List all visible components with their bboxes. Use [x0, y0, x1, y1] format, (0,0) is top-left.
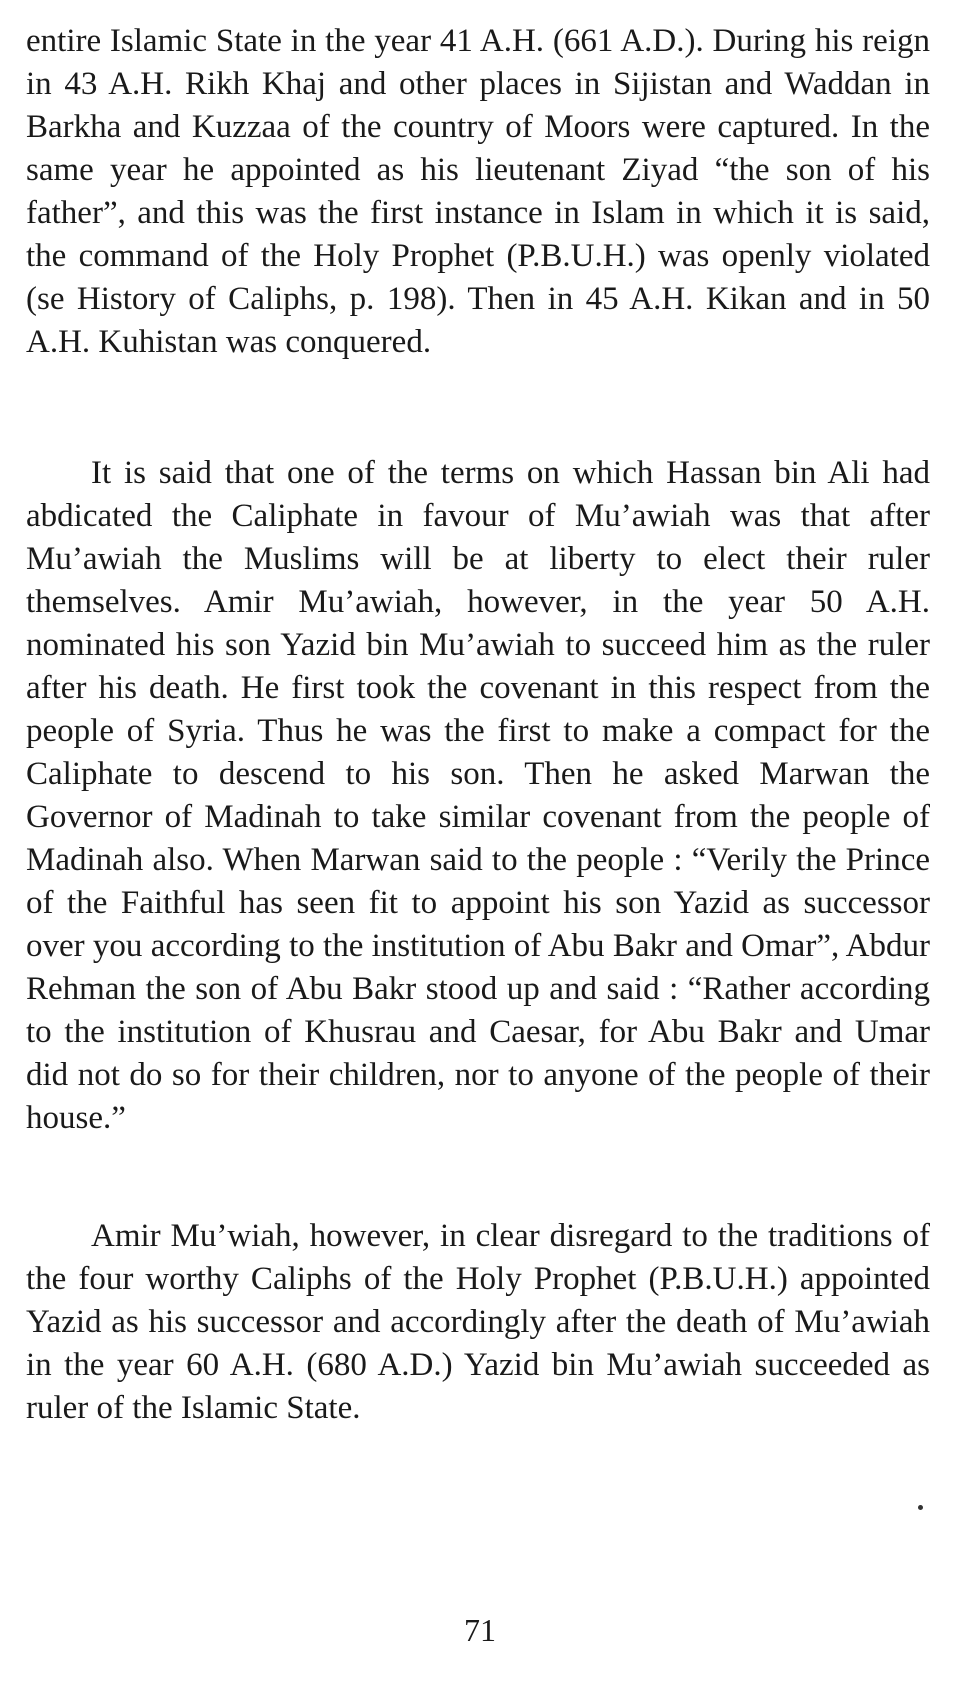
ink-speck — [918, 1505, 923, 1510]
paragraph-2: It is said that one of the terms on which Hassan bin Ali had abdicated the Caliphate in favour of Mu’awiah was that after Mu’awiah the Muslims will be at liberty to elect their ruler themselves. Amir Mu’awiah, however, in the year 50 A.H. nominated his son Yazid bin Mu’awiah to succeed him as the ruler after his death. He first took the covenant in this respect from the people of Syria. Thus he was the first to make a compact for the Caliphate to descend to his son. Then he asked Marwan the Governor of Madinah to take similar covenant from the people of Madinah also. When Marwan said to the people : “Verily the Prince of the Faithful has seen fit to appoint his son Yazid as successor over you according to the institution of Abu Bakr and Omar”, Abdur Rehman the son of Abu Bakr stood up and said : “Rather according to the institution of Khusrau and Caesar, for Abu Bakr and Umar did not do so for their children, nor to anyone of the people of their house.” — [26, 455, 930, 1136]
paragraph-1: entire Islamic State in the year 41 A.H. (661 A.D.). During his reign in 43 A.H. Rikh Khaj and other places in Sijistan and Waddan in Barkha and Kuzzaa of the country of Moors were captured. In the same year he appointed as his lieutenant Ziyad “the son of his father”, and this was the first instance in Islam in which it is said, the command of the Holy Prophet (P.B.U.H.) was openly violated (se History of Caliphs, p. 198). Then in 45 A.H. Kikan and in 50 A.H. Kuhistan was conquered. — [26, 23, 930, 360]
paragraph-3: Amir Mu’wiah, however, in clear disregard to the traditions of the four worthy Caliphs of the Holy Prophet (P.B.U.H.) appointed Yazid as his successor and accordingly after the death of Mu’awiah in the year 60 A.H. (680 A.D.) Yazid bin Mu’awiah succeeded as ruler of the Islamic State. — [26, 1218, 930, 1426]
page-number: 71 — [464, 1612, 496, 1648]
